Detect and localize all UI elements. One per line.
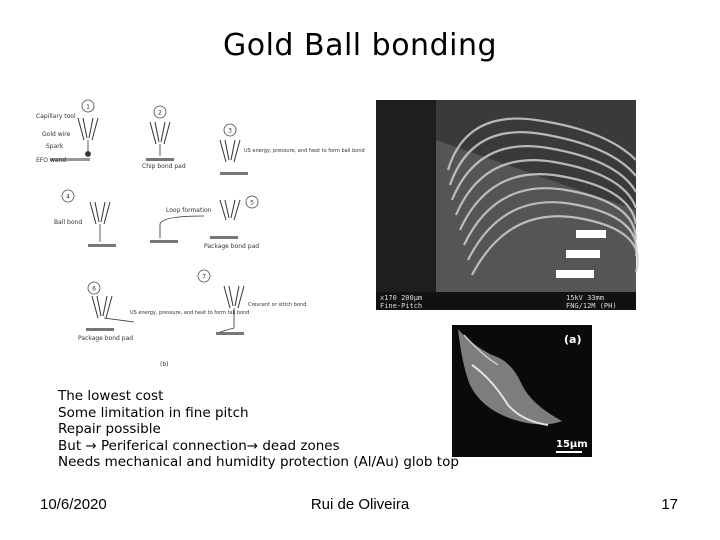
label-gold-wire: Gold wire [42,131,71,138]
bullet-item: But → Periferical connection→ dead zones [58,437,340,454]
capillary-tools [78,118,244,318]
label-us2: US energy, pressure, and heat to form tail bond [130,310,250,316]
figure-label: (b) [160,361,169,368]
step-4-marker [62,190,74,202]
footer-date: 10/6/2020 [40,496,107,513]
sem-caption-right: 15kV 33mm [566,294,604,302]
step-6-label: 6 [92,285,96,293]
bullet-item: Needs mechanical and humidity protection (Al/Au) glob top [58,454,459,471]
label-crescent: Crescent or stitch bond [248,302,307,308]
bullet-list [58,388,459,471]
sem-caption-left: x170 200µm [380,294,423,302]
ball-bonding-process-diagram [34,96,365,376]
step-5-marker [246,196,258,208]
step-1-marker [82,100,94,112]
label-chip: Chip bond pad [142,163,186,170]
label-capillary: Capillary tool [36,113,76,120]
step-4-label: 4 [66,193,70,201]
sem-panel-label: (a) [564,333,582,346]
step-6-marker [88,282,100,294]
footer-author: Rui de Oliveira [310,496,410,513]
sem-caption-right2: FNG/12M (PH) [566,302,617,310]
label-efo: EFO wand [36,157,67,164]
step-2-label: 2 [158,109,162,117]
sem-ball-bond-image [452,325,592,457]
step-7-marker [198,270,210,282]
step-3-label: 3 [228,127,232,135]
step-7-label: 7 [202,273,206,281]
label-us1: US energy, pressure, and heat to form ball bond [244,148,365,154]
sem-scale-label: 15µm [556,439,588,450]
step-2-marker [154,106,166,118]
bullet-item: Some limitation in fine pitch [58,404,249,421]
sem-wire-bonds-image [376,100,636,310]
label-package2: Package bond pad [78,335,134,342]
label-ball: Ball bond [54,219,83,226]
label-loop: Loop formation [166,207,212,214]
sem-caption-left2: Fine-Pitch [380,302,423,310]
step-1-label: 1 [86,103,90,111]
step-3-marker [224,124,236,136]
bullet-item: The lowest cost [58,388,164,404]
step-5-label: 5 [250,199,254,207]
bullet-item: Repair possible [58,421,161,438]
scale-bar [556,451,582,453]
slide-title: Gold Ball bonding [222,28,498,63]
label-spark: Spark [46,143,64,150]
label-package: Package bond pad [204,243,260,250]
footer-page-number: 17 [661,496,678,513]
